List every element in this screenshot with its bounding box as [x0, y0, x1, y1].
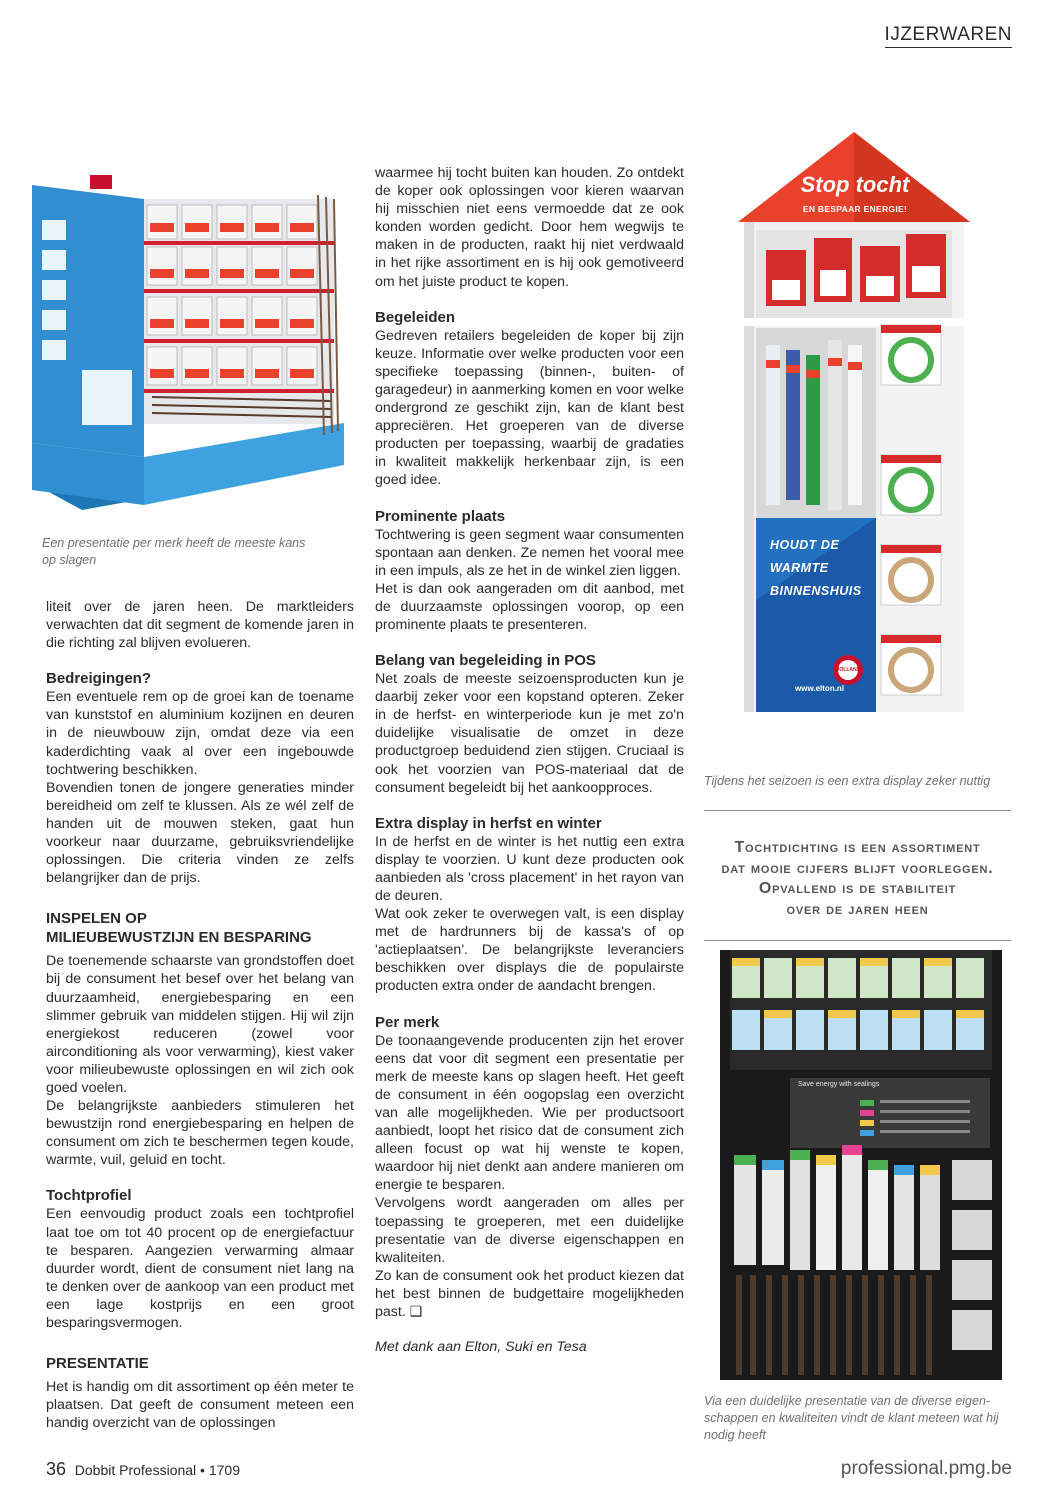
- shop-sign-text: Save energy with sealings: [798, 1081, 880, 1088]
- display-url: www.elton.nl: [795, 684, 845, 693]
- col2-extra-p1: In de herfst en de winter is het nuttig een extra display te voorzien. U kunt deze producten ook aanbieden als 'cross placement' in het rayon van de deuren.: [375, 833, 684, 904]
- caption-extra-display: Tijdens het seizoen is een extra display zeker nuttig: [704, 774, 991, 788]
- heading-inspelen-2: MILIEUBEWUSTZIJN EN BESPARING: [46, 929, 312, 947]
- col2-brand-p3-text: Zo kan de consument ook het product kiezen dat het best binnen de budgettaire mogelijkheden past.: [375, 1267, 684, 1320]
- col2-brand-p1: De toonaangevende producenten zijn het erover eens dat voor dit segment een presentatie per merk de meeste kans op slagen heeft. Het geeft de consument in één oogopslag een overzicht van alle mogelijkheden. Wie per productsoort aanbiedt, loopt het risico dat de consument zich alleen focust op wat hij wenste te kopen, waardoor hij niet denkt aan andere manieren om energie te besparen.: [375, 1032, 684, 1194]
- pullquote-line-2-text: dat mooie cijfers blijft voorleggen.: [721, 859, 994, 877]
- display-banner-line-3: BINNENSHUIS: [770, 584, 862, 598]
- shop-wall-photo: [720, 950, 1002, 1380]
- col1-threats-p1: Een eventuele rem op de groei kan de toename van kunststof en aluminium kozijnen en deuren in de nieuwbouw zijn, omdat deze via een kaderdichting vaak al over een ingebouwde tochtwering beschikken.: [46, 689, 354, 778]
- heading-begeleiden: Begeleiden: [375, 308, 456, 326]
- display-banner-line-2: WARMTE: [770, 561, 829, 575]
- col2-intro: waarmee hij tocht buiten kan houden. Zo ontdekt de koper ook oplossingen voor kieren waarvan hij misschien niet eens vermoedde dat ze ook konden worden gedicht. Door hem wegwijs te maken in de producten, raakt hij niet verdwaald in het rijke assortiment en is hij ook gemotiveerd om het juiste product te kopen.: [375, 165, 684, 290]
- display-title: Stop tocht: [800, 172, 910, 197]
- col1-env-p2: De belangrijkste aanbieders stimuleren het bewustzijn rond energiebesparing en helpen de consument om zich te beschermen tegen koude, warmte, vuil, geluid en tocht.: [46, 1098, 354, 1169]
- display-banner: [770, 534, 890, 603]
- heading-per-merk: Per merk: [375, 1013, 440, 1031]
- pullquote-line-1-text: Tochtdichting is een assortiment: [734, 839, 981, 856]
- page-number: 36: [46, 1459, 67, 1479]
- heading-bedreigingen: Bedreigingen?: [46, 670, 152, 688]
- col1-threats-p2: Bovendien tonen de jongere generaties minder bereidheid om zelf te klussen. Als ze wél zelf de handen uit de mouwen steken, gaat hun voorkeur naar duurzame, gebruiksvriendelijke oplossingen. Die criteria vinden ze zelfs belangrijker dan de prijs.: [46, 779, 354, 887]
- display-subtitle: EN BESPAAR ENERGIE!: [802, 204, 908, 214]
- pullquote-line-2: [704, 859, 1011, 880]
- magazine-issue: Dobbit Professional • 1709: [74, 1462, 240, 1478]
- pullquote-line-4-text: over de jaren heen: [786, 900, 929, 918]
- heading-inspelen-1: INSPELEN OP: [46, 910, 147, 928]
- pullquote-line-3-text: Opvallend is de stabiliteit: [758, 880, 957, 897]
- rack-display-photo: [32, 165, 350, 525]
- col2-brand-p2: Vervolgens wordt aangeraden om alles per toepassing te groeperen, met een duidelijke presentatie van de diverse eigenschappen en kwaliteiten.: [375, 1195, 684, 1266]
- thanks-note: Met dank aan Elton, Suki en Tesa: [375, 1339, 587, 1356]
- col2-extra-p2: Wat ook zeker te overwegen valt, is een display met de hardrunners bij de kassa's of op 'actieplaatsen'. De belangrijkste leveranciers beschikken over displays die de populairste producten extra onder de aandacht brengen.: [375, 906, 684, 995]
- col2-prominent-p2: Het is dan ook aangeraden om dit aanbod, met de duurzaamste oplossingen voorop, op een prominente plaats te presenteren.: [375, 580, 684, 633]
- pullquote-line-4: [704, 900, 1011, 921]
- pullquote-line-1: [704, 838, 1011, 859]
- heading-presentatie: PRESENTATIE: [46, 1355, 149, 1373]
- column-2: [375, 164, 684, 1356]
- column-1: [46, 598, 354, 1432]
- heading-prominente-plaats: Prominente plaats: [375, 507, 506, 525]
- col1-presentation-p: Het is handig om dit assortiment op één meter te plaatsen. Dat geeft de consument meteen een handig overzicht van de oplossingen: [46, 1379, 354, 1432]
- section-tag: IJZERWAREN: [885, 24, 1012, 48]
- display-badge: HOLLAND: [835, 667, 861, 673]
- heading-belang-pos: Belang van begeleiding in POS: [375, 652, 596, 670]
- heading-tochtprofiel: Tochtprofiel: [46, 1187, 132, 1205]
- footer-left: [46, 1459, 240, 1480]
- stop-tocht-display-photo: [736, 130, 972, 715]
- pullquote: [704, 838, 1011, 920]
- col2-guide-p: Gedreven retailers begeleiden de koper bij zijn keuze. Informatie over welke producten voor een specifieke toepassing (binnen-, buiten- of garagedeur) in aanmerking komen en voor welke ondergrond ze geschikt zijn, kan de klant best appreciëren. Het groeperen van de diverse producten per toepassing, waarbij de gradaties in kwaliteit makkelijk herkenbaar zijn, is een goed idee.: [375, 327, 684, 489]
- col2-prominent-p1: Tochtwering is geen segment waar consumenten spontaan aan denken. Ze nemen het vooral mee in een impuls, als ze het in de winkel zien liggen.: [375, 526, 684, 579]
- pullquote-line-3: [704, 879, 1011, 900]
- pullquote-rule-bottom: [704, 940, 1011, 941]
- col2-pos-p: Net zoals de meeste seizoensproducten kun je daarbij zeker voor een kopstand opteren. Zeker in de herfst- en winterperiode kun je met zo'n duidelijke visualisatie de omzet in deze productgroep beduidend zien stijgen. Cruciaal is ook het voorzien van POS-materiaal dat de consument begeleidt bij het aankoopproces.: [375, 671, 684, 796]
- heading-extra-display: Extra display in herfst en winter: [375, 814, 602, 832]
- pullquote-rule-top: [704, 810, 1011, 811]
- col1-intro: liteit over de jaren heen. De marktleiders verwachten dat dit segment de komende jaren in die richting zal blijven evolueren.: [46, 599, 354, 652]
- end-mark-icon: ❑: [409, 1303, 423, 1320]
- caption-shop-wall: Via een duidelijke presentatie van de diverse eigen-schappen en kwaliteiten vindt de klant meteen wat hij nodig heeft: [704, 1394, 999, 1442]
- col1-env-p1: De toenemende schaarste van grondstoffen doet bij de consument het besef over het belang van duurzaamheid, energiebesparing en een slimmer gebruik van middelen stijgen. Hij wil zijn energiekost reduceren (zowel voor airconditioning als voor verwarming), kiest vaker voor milieubewuste oplossingen en wil zich ook goed voelen.: [46, 953, 354, 1096]
- display-banner-line-1: HOUDT DE: [770, 538, 840, 552]
- footer-website: professional.pmg.be: [840, 1458, 1012, 1479]
- caption-rack-display: Een presentatie per merk heeft de meeste kans op slagen: [42, 536, 306, 567]
- col2-brand-p3: [375, 1267, 684, 1321]
- col1-profile-p: Een eenvoudig product zoals een tochtprofiel laat toe om tot 40 procent op de energiefactuur te besparen. Aangezien verwarming almaar duurder wordt, dient de consument niet lang na te denken over de aankoop van een product met een lage kostprijs en een groot besparingsvermogen.: [46, 1206, 354, 1331]
